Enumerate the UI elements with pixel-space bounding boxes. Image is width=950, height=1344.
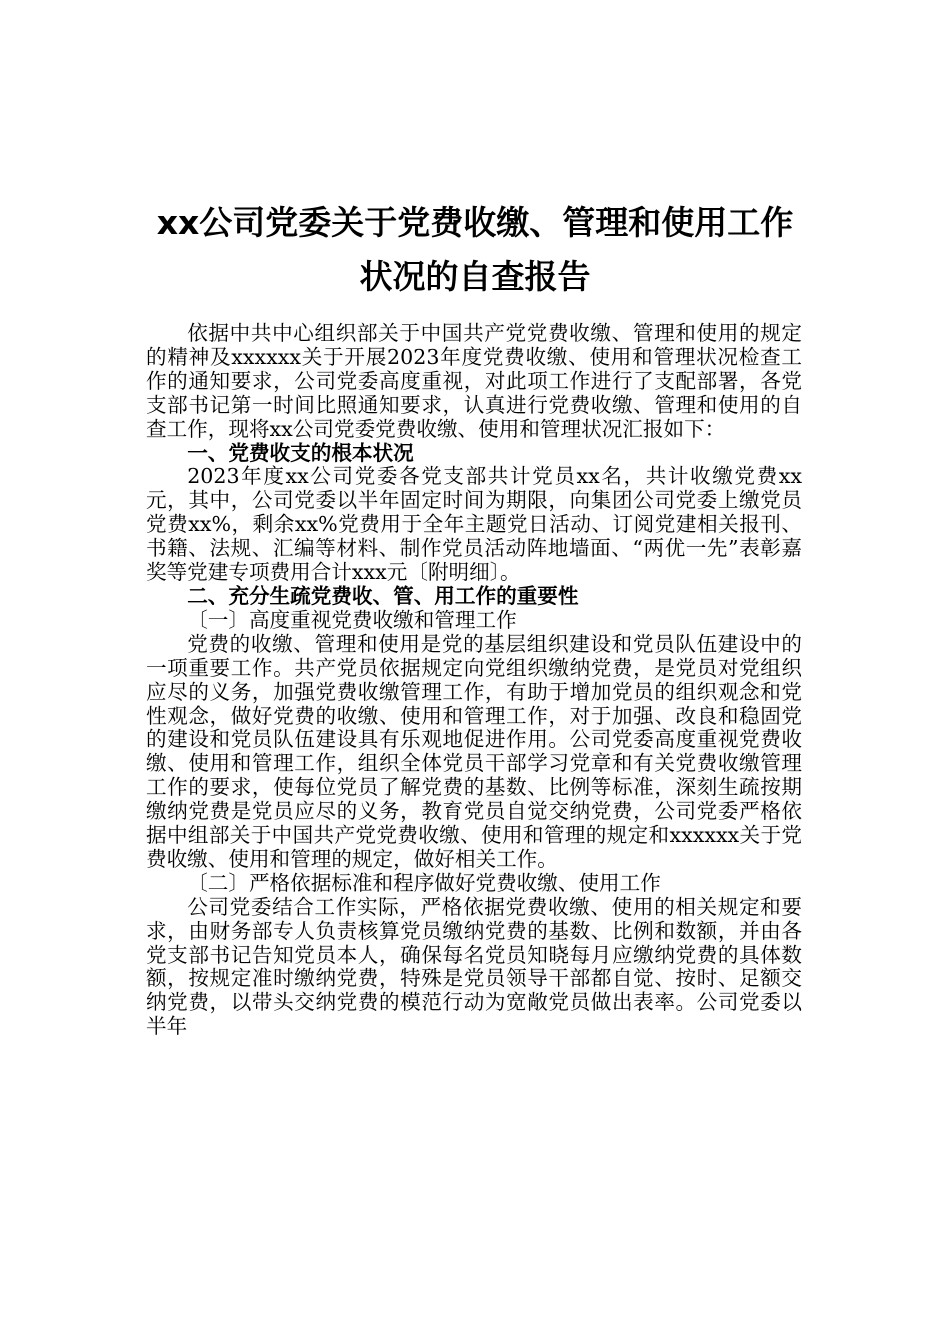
section-heading-1: 一、党费收支的根本状况 [187, 440, 414, 465]
document-title [130, 196, 820, 304]
section-heading-2: 二、充分生疏党费收、管、用工作的重要性 [187, 583, 579, 608]
document-body [146, 322, 802, 1039]
title-line-2: 状况的自查报告 [359, 257, 591, 296]
subsection-heading-2: 〔二〕严格依据标准和程序做好党费收缴、使用工作 [187, 870, 661, 895]
intro-paragraph: 依据中共中心组织部关于中国共产党党费收缴、管理和使用的规定的精神及xxxxxx关于开展2023年度党费收缴、使用和管理状况检查工作的通知要求，公司党委高度重视，对此项工作进行了支配部署，各党支部书记第一时间比照通知要求，认真进行党费收缴、管理和使用的自查工作，现将xx公司党委党费收缴、使用和管理状况汇报如下： [146, 321, 802, 441]
subsection-1-paragraph: 党费的收缴、管理和使用是党的基层组织建设和党员队伍建设中的一项重要工作。共产党员依据规定向党组织缴纳党费，是党员对党组织应尽的义务，加强党费收缴管理工作，有助于增加党员的组织观念和党性观念，做好党费的收缴、使用和管理工作，对于加强、改良和稳固党的建设和党员队伍建设具有乐观地促进作用。公司党委高度重视党费收缴、使用和管理工作，组织全体党员干部学习党章和有关党费收缴管理工作的要求，使每位党员了解党费的基数、比例等标准，深刻生疏按期缴纳党费是党员应尽的义务，教育党员自觉交纳党费，公司党委严格依据中组部关于中国共产党党费收缴、使用和管理的规定和xxxxxx关于党费收缴、使用和管理的规定，做好相关工作。 [146, 631, 802, 871]
subsection-2-paragraph: 公司党委结合工作实际，严格依据党费收缴、使用的相关规定和要求，由财务部专人负责核算党员缴纳党费的基数、比例和数额，并由各党支部书记告知党员本人，确保每名党员知晓每月应缴纳党费的具体数额，按规定准时缴纳党费，特殊是党员领导干部都自觉、按时、足额交纳党费，以带头交纳党费的模范行动为宽敞党员做出表率。公司党委以半年 [146, 894, 802, 1039]
subsection-heading-1: 〔一〕高度重视党费收缴和管理工作 [187, 607, 517, 632]
title-line-1: xx公司党委关于党费收缴、管理和使用工作 [156, 203, 794, 242]
section-1-paragraph: 2023年度xx公司党委各党支部共计党员xx名，共计收缴党费xx元，其中，公司党委以半年固定时间为期限，向集团公司党委上缴党员党费xx%，剩余xx%党费用于全年主题党日活动、订阅党建相关报刊、书籍、法规、汇编等材料、制作党员活动阵地墙面、“两优一先”表彰嘉奖等党建专项费用合计xxx元〔附明细〕。 [146, 464, 802, 585]
